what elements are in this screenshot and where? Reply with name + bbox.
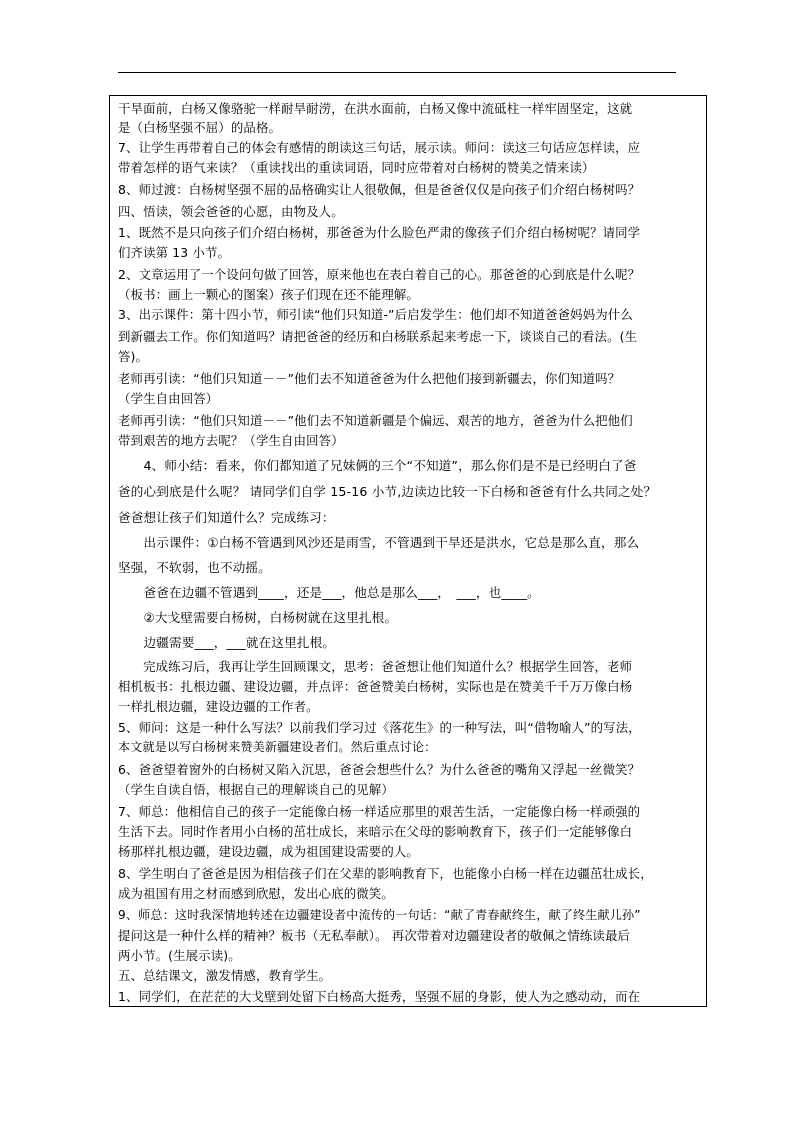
header-rule xyxy=(118,72,676,73)
text-line: 生活下去。同时作者用小白杨的茁壮成长，来暗示在父母的影响教育下，孩子们一定能够像白 xyxy=(118,824,633,839)
text-line: 们齐读第 13 小节。 xyxy=(118,245,231,260)
text-line: 7、师总：他相信自己的孩子一定能像白杨一样适应那里的艰苦生活，一定能像白杨一样顽强的 xyxy=(118,804,641,819)
text-line: 坚强，不软弱，也不动摇。 xyxy=(118,560,271,575)
section-heading: 五、总结课文，激发情感，教育学生。 xyxy=(118,968,332,983)
text-line: 相机板书：扎根边疆、建设边疆，并点评：爸爸赞美白杨树，实际也是在赞美千千万万像白杨 xyxy=(118,679,633,694)
text-line: 爸爸想让孩子们知道什么？完成练习： xyxy=(118,510,335,525)
text-line: 3、出示课件：第十四小节，师引读“他们只知道-”后启发学生：他们却不知道爸爸妈妈为什么 xyxy=(118,307,633,322)
text-line: 6、爸爸望着窗外的白杨树又陷入沉思，爸爸会想些什么？为什么爸爸的嘴角又浮起一丝微笑？ xyxy=(118,762,641,777)
text-line: 带着怎样的语气来读？（重读找出的重读词语，同时应带着对白杨树的赞美之情来读） xyxy=(118,160,595,175)
text-line: 2、文章运用了一个设问句做了回答，原来他也在表白着自己的心。那爸爸的心到底是什么呢？ xyxy=(118,267,641,282)
text-line: （学生自由回答） xyxy=(118,391,219,406)
section-heading: 四、悟读，领会爸爸的心愿，由物及人。 xyxy=(118,204,344,219)
text-line: 是（白杨坚强不屈）的品格。 xyxy=(118,120,282,135)
text-line: 1、同学们，在茫茫的大戈壁到处留下白杨高大挺秀，坚强不屈的身影，使人为之感动动，而在 xyxy=(118,989,641,1004)
text-line: 8、师过渡：白杨树坚强不屈的品格确实让人很敬佩，但是爸爸仅仅是向孩子们介绍白杨树吗？ xyxy=(118,182,641,197)
text-line: 一样扎根边疆，建设边疆的工作者。 xyxy=(118,699,319,714)
text-line: 老师再引读：“他们只知道－－”他们去不知道新疆是个偏远、艰苦的地方，爸爸为什么把他们 xyxy=(118,413,633,428)
text-line: 8、学生明白了爸爸是因为相信孩子们在父辈的影响教育下，也能像小白杨一样在边疆茁壮成长， xyxy=(118,866,653,881)
fill-in-blank-line: 边疆需要___，___就在这里扎根。 xyxy=(118,635,336,650)
text-line: 干旱面前，白杨又像骆驼一样耐旱耐涝，在洪水面前，白杨又像中流砥柱一样牢固坚定，这就 xyxy=(118,101,633,116)
text-line: 杨那样扎根边疆，建设边疆，成为祖国建设需要的人。 xyxy=(118,844,419,859)
text-line: 提问这是一种什么样的精神？板书（无私奉献）。 再次带着对边疆建设者的敬佩之情练读最后 xyxy=(118,928,631,943)
text-line: 带到艰苦的地方去呢？（学生自由回答） xyxy=(118,433,344,448)
text-line: 老师再引读：“他们只知道－－”他们去不知道爸爸为什么把他们接到新疆去，你们知道吗？ xyxy=(118,371,621,386)
text-line: 成为祖国有用之材而感到欣慰，发出心底的微笑。 xyxy=(118,886,394,901)
text-line: 9、师总：这时我深情地转述在边疆建设者中流传的一句话：“献了青春献终生，献了终生献儿孙” xyxy=(118,908,641,922)
text-line: ②大戈壁需要白杨树，白杨树就在这里扎根。 xyxy=(118,610,398,625)
text-line: 完成练习后，我再让学生回顾课文，思考：爸爸想让他们知道什么？根据学生回答，老师 xyxy=(118,659,633,674)
text-line: 1、既然不是只向孩子们介绍白杨树，那爸爸为什么脸色严肃的像孩子们介绍白杨树呢？请同学 xyxy=(118,225,641,240)
text-line: 爸的心到底是什么呢？ 请同学们自学 15-16 小节,边读边比较一下白杨和爸爸有什么共同之处？ xyxy=(118,484,657,499)
text-line: 本文就是以写白杨树来赞美新疆建设者们。然后重点讨论： xyxy=(118,740,437,754)
text-line: 到新疆去工作。你们知道吗？请把爸爸的经历和白杨联系起来考虑一下，谈谈自己的看法。(生 xyxy=(118,329,638,344)
text-line: 出示课件：①白杨不管遇到风沙还是雨雪，不管遇到干旱还是洪水，它总是那么直，那么 xyxy=(118,535,640,550)
text-line: （学生自读自悟，根据自己的理解谈自己的见解） xyxy=(118,782,394,797)
text-line: 答)。 xyxy=(118,349,149,364)
fill-in-blank-line: 爸爸在边疆不管遇到____，还是___，他总是那么___， ___，也____。 xyxy=(118,585,540,600)
text-line: 7、让学生再带着自己的体会有感情的朗读这三句话，展示读。师问：读这三句话应怎样读，应 xyxy=(118,140,641,155)
text-line: 两小节。(生展示读)。 xyxy=(118,948,241,963)
text-line: 4、师小结：看来，你们都知道了兄妹俩的三个“不知道”，那么你们是不是已经明白了爸 xyxy=(118,458,637,473)
text-line: （板书：画上一颗心的图案）孩子们现在还不能理解。 xyxy=(118,287,419,302)
text-line: 5、师问：这是一种什么写法？以前我们学习过《落花生》的一种写法，叫“借物喻人”的写法， xyxy=(118,720,641,735)
